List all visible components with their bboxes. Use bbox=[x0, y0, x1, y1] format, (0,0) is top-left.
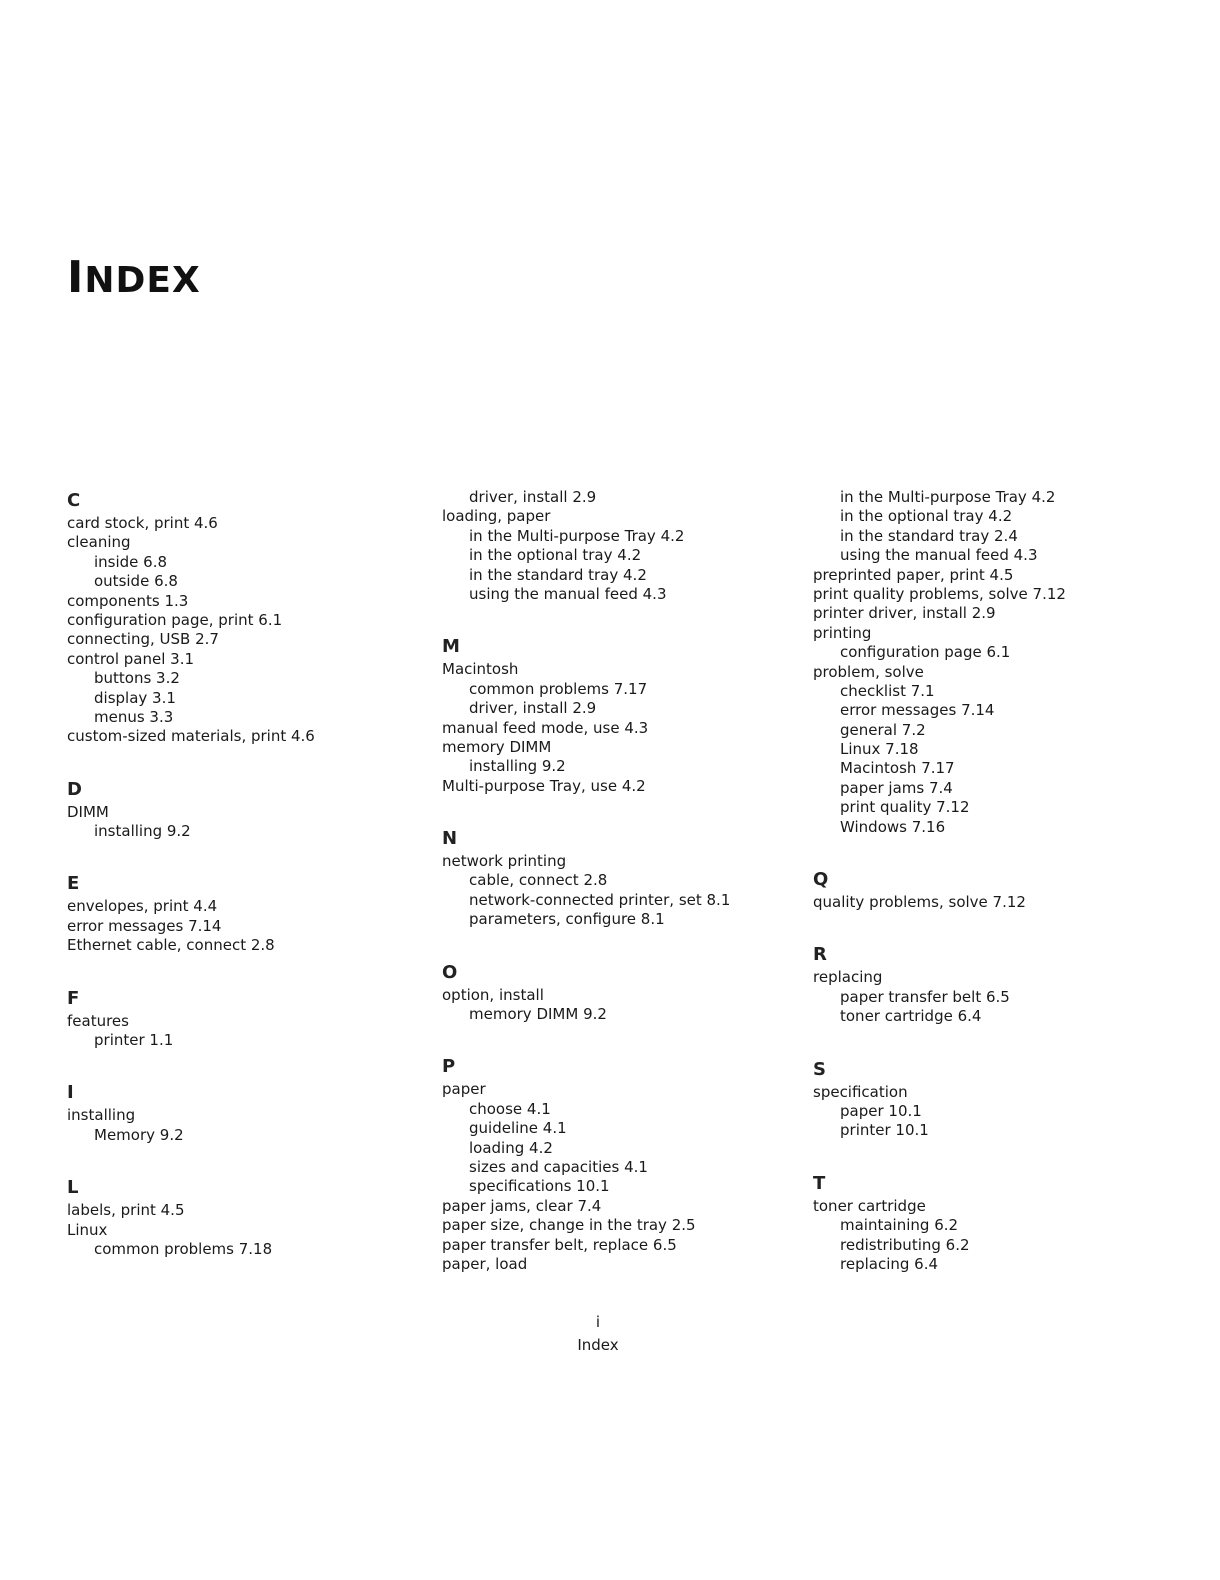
index-entry: network printing bbox=[442, 852, 567, 871]
index-subentry: specifications 10.1 bbox=[469, 1177, 610, 1196]
index-subentry: common problems 7.18 bbox=[94, 1239, 273, 1258]
index-subentry: loading 4.2 bbox=[469, 1138, 553, 1157]
index-subentry: choose 4.1 bbox=[469, 1099, 551, 1118]
index-entry: toner cartridge bbox=[813, 1196, 926, 1215]
index-subentry: guideline 4.1 bbox=[469, 1119, 567, 1138]
index-subentry: using the manual feed 4.3 bbox=[469, 584, 667, 603]
index-subentry: menus 3.3 bbox=[94, 707, 174, 726]
index-continuation bbox=[442, 488, 802, 604]
index-column-3 bbox=[813, 488, 1173, 1304]
section-letter: N bbox=[442, 828, 458, 850]
index-entry: card stock, print 4.6 bbox=[67, 514, 218, 532]
index-entry: Ethernet cable, connect 2.8 bbox=[67, 936, 275, 955]
index-entry: features bbox=[67, 1011, 129, 1030]
section-letter: D bbox=[67, 778, 82, 800]
index-entry: paper size, change in the tray 2.5 bbox=[442, 1216, 696, 1235]
index-entry: problem, solve bbox=[813, 662, 924, 681]
index-subentry: in the optional tray 4.2 bbox=[840, 507, 1013, 526]
index-entry: printer driver, install 2.9 bbox=[813, 604, 996, 623]
section-letter: L bbox=[67, 1177, 79, 1199]
index-subentry: maintaining 6.2 bbox=[840, 1216, 959, 1235]
index-subentry: using the manual feed 4.3 bbox=[840, 546, 1038, 565]
index-entry: configuration page, print 6.1 bbox=[67, 610, 283, 629]
index-subentry: driver, install 2.9 bbox=[469, 488, 597, 506]
index-subentry: installing 9.2 bbox=[94, 822, 191, 841]
index-entry: specification bbox=[813, 1082, 908, 1101]
index-subentry: paper 10.1 bbox=[840, 1101, 922, 1120]
index-section bbox=[813, 942, 1173, 1026]
section-letter: O bbox=[442, 961, 458, 983]
index-subentry: Memory 9.2 bbox=[94, 1125, 184, 1144]
index-section bbox=[67, 777, 427, 842]
index-section bbox=[813, 867, 1173, 912]
section-letter: P bbox=[442, 1056, 456, 1078]
section-letter: T bbox=[813, 1172, 826, 1194]
index-entry: option, install bbox=[442, 985, 544, 1004]
index-subentry: in the standard tray 4.2 bbox=[469, 565, 647, 584]
index-entry: DIMM bbox=[67, 802, 109, 821]
index-section bbox=[442, 826, 802, 930]
section-letter: Q bbox=[813, 869, 829, 891]
index-subentry: checklist 7.1 bbox=[840, 681, 935, 700]
index-column-2 bbox=[442, 488, 802, 1304]
index-section bbox=[442, 1054, 802, 1274]
section-letter: S bbox=[813, 1058, 826, 1080]
section-letter: R bbox=[813, 944, 827, 966]
index-entry: paper transfer belt, replace 6.5 bbox=[442, 1235, 677, 1254]
footer-label: Index bbox=[577, 1336, 619, 1354]
index-entry: components 1.3 bbox=[67, 591, 189, 610]
index-subentry: cable, connect 2.8 bbox=[469, 871, 608, 890]
index-entry: cleaning bbox=[67, 533, 131, 552]
index-section bbox=[67, 1175, 427, 1259]
index-subentry: printer 10.1 bbox=[840, 1121, 929, 1140]
index-subentry: configuration page 6.1 bbox=[840, 643, 1011, 662]
index-section bbox=[813, 1171, 1173, 1275]
index-entry: printing bbox=[813, 623, 872, 642]
index-column-1 bbox=[67, 488, 427, 1289]
footer-page-number: i bbox=[595, 1313, 601, 1331]
index-subentry: paper jams 7.4 bbox=[840, 778, 953, 797]
index-subentry: network-connected printer, set 8.1 bbox=[469, 890, 731, 909]
index-continuation bbox=[813, 488, 1173, 837]
index-entry: replacing bbox=[813, 968, 883, 987]
section-letter: I bbox=[67, 1082, 74, 1104]
index-subentry: outside 6.8 bbox=[94, 572, 178, 591]
index-entry: preprinted paper, print 4.5 bbox=[813, 565, 1014, 584]
index-entry: error messages 7.14 bbox=[67, 916, 222, 935]
index-subentry: toner cartridge 6.4 bbox=[840, 1007, 982, 1026]
index-subentry: error messages 7.14 bbox=[840, 701, 995, 720]
index-entry: paper bbox=[442, 1080, 486, 1099]
index-subentry: display 3.1 bbox=[94, 688, 176, 707]
index-subentry: driver, install 2.9 bbox=[469, 699, 597, 718]
page-title-initial: I bbox=[67, 252, 85, 303]
index-entry: loading, paper bbox=[442, 507, 551, 526]
section-letter: E bbox=[67, 873, 80, 895]
index-section bbox=[442, 960, 802, 1025]
index-section bbox=[67, 1080, 427, 1145]
index-section bbox=[813, 1057, 1173, 1141]
index-subentry: Linux 7.18 bbox=[840, 740, 919, 759]
index-section bbox=[67, 488, 427, 747]
index-entry: print quality problems, solve 7.12 bbox=[813, 584, 1066, 603]
index-subentry: in the optional tray 4.2 bbox=[469, 546, 642, 565]
index-subentry: print quality 7.12 bbox=[840, 798, 970, 817]
index-section bbox=[67, 986, 427, 1051]
index-subentry: Windows 7.16 bbox=[840, 817, 946, 836]
index-entry: control panel 3.1 bbox=[67, 649, 195, 668]
index-entry: memory DIMM bbox=[442, 737, 552, 756]
index-subentry: paper transfer belt 6.5 bbox=[840, 987, 1010, 1006]
index-section bbox=[67, 871, 427, 955]
index-subentry: in the standard tray 2.4 bbox=[840, 526, 1018, 545]
index-entry: installing bbox=[67, 1106, 136, 1125]
index-subentry: replacing 6.4 bbox=[840, 1254, 939, 1273]
page-title bbox=[67, 252, 201, 307]
index-subentry: printer 1.1 bbox=[94, 1031, 174, 1050]
index-entry: manual feed mode, use 4.3 bbox=[442, 718, 649, 737]
index-entry: Linux bbox=[67, 1220, 108, 1239]
index-subentry: redistributing 6.2 bbox=[840, 1235, 970, 1254]
section-letter: C bbox=[67, 490, 81, 511]
index-entry: paper, load bbox=[442, 1254, 528, 1273]
index-subentry: in the Multi-purpose Tray 4.2 bbox=[469, 526, 685, 545]
index-subentry: common problems 7.17 bbox=[469, 679, 648, 698]
index-subentry: parameters, configure 8.1 bbox=[469, 910, 665, 929]
index-entry: custom-sized materials, print 4.6 bbox=[67, 727, 315, 746]
index-subentry: Macintosh 7.17 bbox=[840, 759, 955, 778]
section-letter: M bbox=[442, 636, 460, 658]
index-entry: paper jams, clear 7.4 bbox=[442, 1196, 602, 1215]
index-entry: labels, print 4.5 bbox=[67, 1201, 185, 1220]
index-entry: Macintosh bbox=[442, 660, 519, 679]
index-subentry: sizes and capacities 4.1 bbox=[469, 1157, 648, 1176]
index-subentry: buttons 3.2 bbox=[94, 669, 180, 688]
index-entry: connecting, USB 2.7 bbox=[67, 630, 219, 649]
index-entry: Multi-purpose Tray, use 4.2 bbox=[442, 776, 646, 795]
index-subentry: memory DIMM 9.2 bbox=[469, 1005, 607, 1024]
page-title-rest: NDEX bbox=[84, 260, 201, 301]
index-subentry: installing 9.2 bbox=[469, 757, 566, 776]
index-section bbox=[442, 634, 802, 796]
section-letter: F bbox=[67, 987, 80, 1009]
index-subentry: general 7.2 bbox=[840, 720, 926, 739]
index-subentry: in the Multi-purpose Tray 4.2 bbox=[840, 488, 1056, 506]
index-entry: quality problems, solve 7.12 bbox=[813, 893, 1026, 912]
index-entry: envelopes, print 4.4 bbox=[67, 897, 218, 916]
index-subentry: inside 6.8 bbox=[94, 552, 168, 571]
